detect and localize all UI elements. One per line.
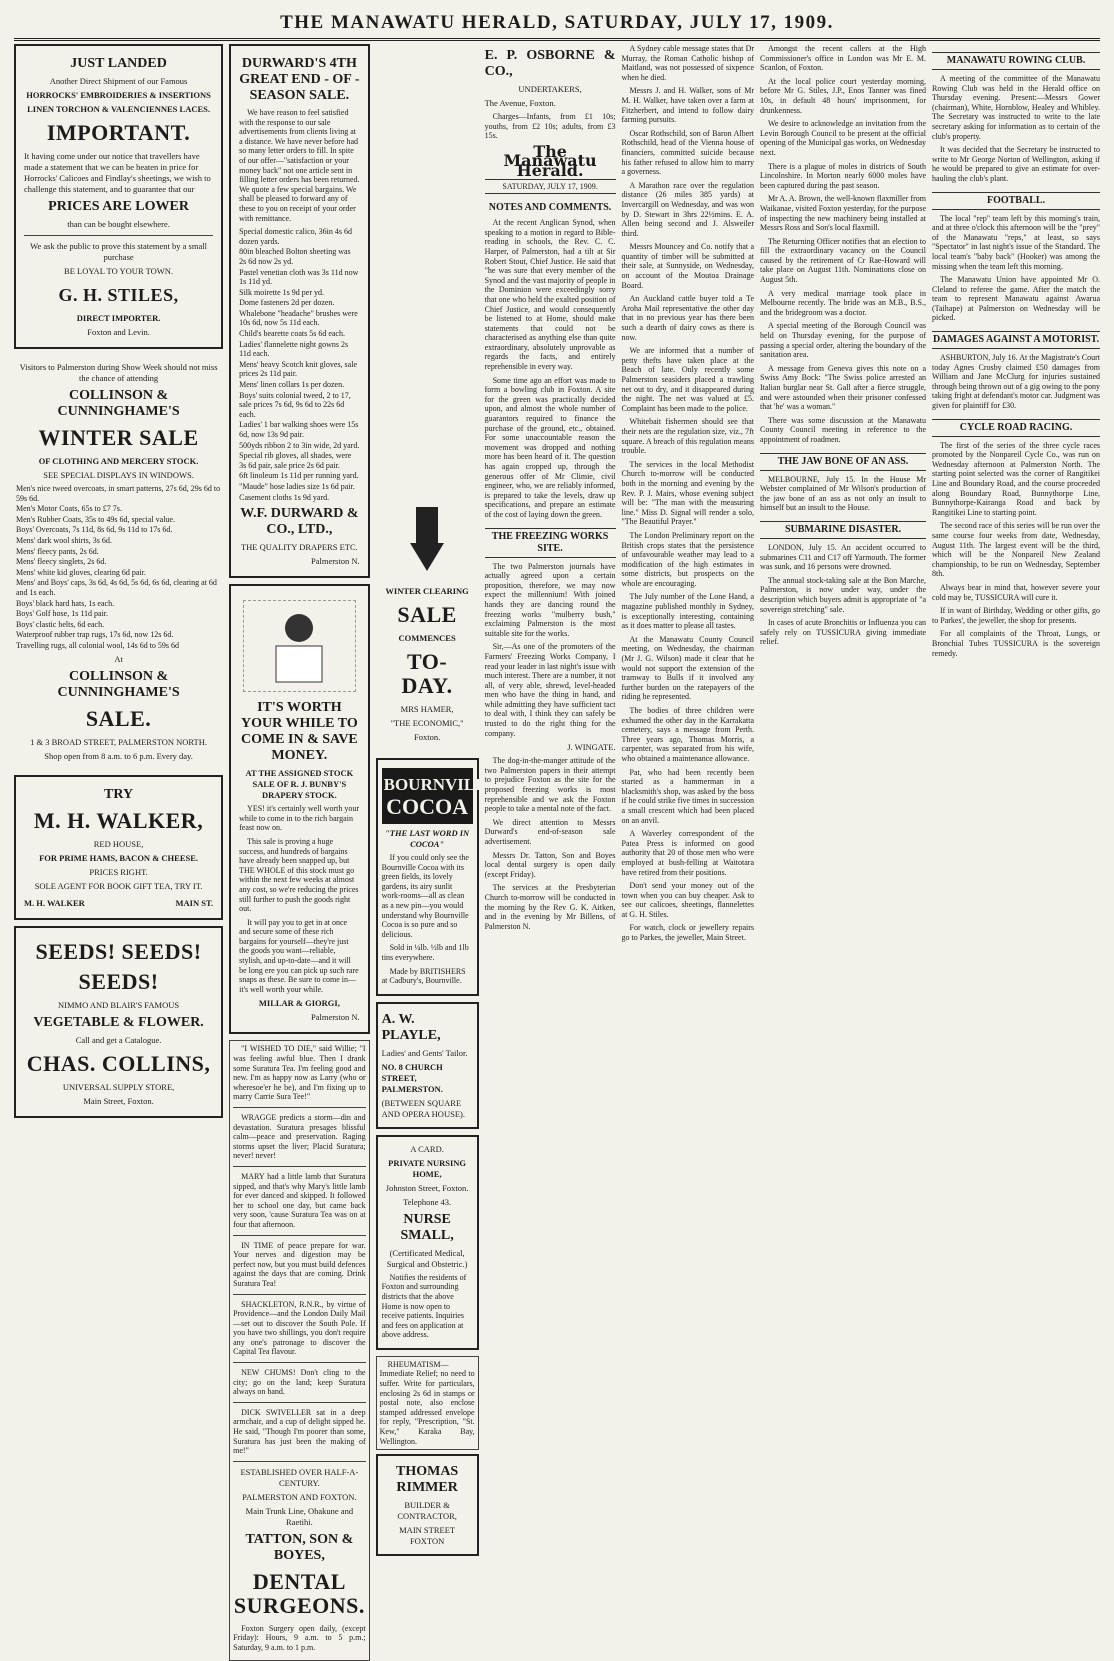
collinson-address: 1 & 3 BROAD STREET, PALMERSTON NORTH. <box>30 736 208 747</box>
rimmer-name: THOMAS RIMMER <box>395 1464 459 1496</box>
charges-text: Charges—Infants, from £1 10s; youths, from £2 10s; adults, from £3 15s. <box>484 112 616 141</box>
list-item: 80in bleached Bolton sheeting was 2s 6d now 2s yd. <box>239 247 351 266</box>
paragraph: We direct attention to Messrs Durward's end-of-season sale advertisement. <box>484 817 616 846</box>
stiles-ad <box>14 44 223 349</box>
paragraph: At the Manawatu County Council meeting, on Wednesday, the chairman (Mr J. G. Wilson) made it clear that he would not support the extension of the tramway to Bulls if it involved any further burden on the ratepayers of the riding he represented. <box>621 634 755 702</box>
paragraph: A Marathon race over the regulation distance (26 miles 385 yards) at Invercargill on Wednesday, and was won by D. Stewart in 3hrs 22½mins. E. A. Allen being second and J. Alsweiler third. <box>621 180 755 238</box>
displays-text: SEE SPECIAL DISPLAYS IN WINDOWS. <box>43 470 194 480</box>
paragraph: The Returning Officer notifies that an election to fill the extraordinary vacancy on the Council caused by the retirement of Cr Rae-Howard will take place on August 11th. Nominations close on August 5th. <box>760 236 927 285</box>
just-landed-heading: JUST LANDED <box>70 56 167 71</box>
paragraph: A special meeting of the Borough Council was held on Thursday evening, for the purpose of passing a special order, altering the boundary of the sanitation area. <box>760 321 927 360</box>
ask-text: We ask the public to prove this statement by a small purchase <box>30 241 207 262</box>
paragraph: A meeting of the committee of the Manawatu Rowing Club was held in the Herald office on Thursday evening. Present:—Messrs Gower (chairman), White, Hornblow, Healey and Whibley. The Secretary was instructed to write to the late secretary asking for information as to certain of the club's property. <box>932 74 1101 141</box>
dental-heading: DENTAL SURGEONS. <box>233 1568 365 1618</box>
stiles-places: Foxton and Levin. <box>87 327 150 337</box>
list-item: Ladies' 1 bar walking shoes were 15s 6d, now 13s 9d pair. <box>239 420 359 439</box>
notice: MARY had a little lamb that Suratura sipped, and that's why Mary's little lamb for ever danced and skipped. It followed her to school one day, but came back very soon, 'cause Suratura Tea was on at four that afternoon. <box>233 1171 366 1229</box>
paragraph: Mr A. A. Brown, the well-known flaxmiller from Waikanae, visited Foxton yesterday, for the purpose of inspecting the new machinery being installed at Messrs Ross and Son's local flaxmill. <box>760 194 927 233</box>
paragraph: Sir,—As one of the promoters of the Farmers' Freezing Works Company, I read your leader in last night's issue with much interest. There are a number, it not all, of very able, shrewd, level-headed men who have the thing in hand, and while admitting they have sufficient tact to deal with, I think they can safely be trusted to do the right thing for the company. <box>484 642 616 738</box>
hamer-ad <box>376 484 479 752</box>
paragraph: An Auckland cattle buyer told a Te Aroha Mail representative the other day that in no previous year has there been such a dearth of dairy cows as there is now. <box>621 294 755 342</box>
column-3 <box>376 44 498 1548</box>
collinson-items <box>16 484 221 651</box>
cert-text: (Certificated Medical, Surgical and Obstetric.) <box>386 1247 468 1269</box>
durward-firm: W.F. DURWARD & CO., LTD., <box>240 506 359 538</box>
newspaper-page <box>14 44 1101 1652</box>
paragraph: The dog-in-the-manger attitude of the two Palmerston papers in their attempt to prejudice Foxton as the site for the proposed freezing works is most reprehensible and we ask the Foxton people to take a mental note of the fact. <box>484 756 616 814</box>
seeds-heading-2: SEEDS! <box>78 968 159 994</box>
paragraph: If in want of Birthday, Wedding or other gifts, go to Parkes', the jeweller, the shop for presents. <box>932 606 1101 625</box>
agent-text: SOLE AGENT FOR BOOK GIFT TEA, TRY IT. <box>34 880 203 891</box>
issue-date: SATURDAY, JULY 17, 1909. <box>485 179 616 195</box>
paragraph: Don't send your money out of the town when you can buy cheaper. Ask to see our calicoes, sheetings, flannelettes at G. H. Stiles. <box>621 881 755 919</box>
rheumatism-notice: RHEUMATISM—Immediate Relief; no need to suffer. Write for particulars, enclosing 2s 6d in stamps or postal note, also enclose stamped addressed envelope for reply, "Prescription, "St. Kew," Karaka Bay, Wellington. <box>376 1356 479 1450</box>
assigned-text: AT THE ASSIGNED STOCK SALE OF R. J. BUNBY'S DRAPERY STOCK. <box>245 768 354 801</box>
list-item: Men's nice tweed overcoats, in smart patterns, 27s 6d, 29s 6d to 59s 6d. <box>16 484 221 503</box>
divider <box>24 235 213 236</box>
column-4 <box>485 44 616 1548</box>
list-item: Mens' fleecy pants, 2s 6d. <box>16 546 99 556</box>
worth-heading: IT'S WORTH YOUR WHILE TO COME IN & SAVE MONEY. <box>240 700 358 764</box>
sale-heading: SALE <box>397 602 457 627</box>
quality-text: THE QUALITY DRAPERS ETC. <box>240 542 358 553</box>
divider <box>233 1362 365 1363</box>
paragraph: At the local police court yesterday morning, before Mr G. Stiles, J.P., Enos Tanner was fined 10s, in default 48 hours' imprisonment, for drunkenness. <box>760 76 927 115</box>
notice: "I WISHED TO DIE," said Willie; "I was feeling awful blue. Then I drank some Suratura Tea. I'm feeling good and new. I'm as happy now as Larry (who or wheresoe'er he be), and I'm fixing up to marry Carrie Sura Tee!" <box>233 1044 366 1102</box>
paragraph: ASHBURTON, July 16. At the Magistrate's Court today Agnes Crosby claimed £50 damages from William and Jane McClurg for injuries sustained through being thrown out of a gig owing to the pony taking fright at defendant's motor car. Judgment was given for plaintiff for £30. <box>932 353 1101 411</box>
list-item: Boys' suits colonial tweed, 2 to 17, sale prices 7s 6d, 9s 6d to 22s 6d each. <box>239 390 351 419</box>
pay-text: It will pay you to get in at once and secure some of these rich bargains for yourself—they're just the goods you want—reliable, stylish, and up-to-date—and it will be long ere you can pick up such rare snaps as these. Be sure to come in—it's well worth your while. <box>239 917 359 994</box>
submarine-heading: SUBMARINE DISASTER. <box>760 521 926 539</box>
notice: IN TIME of peace prepare for war. Your nerves and digestion may be perfect now, but you must build defences against the days that are coming. Drink Suratura Tea! <box>233 1240 366 1288</box>
prices-heading: PRICES ARE LOWER <box>48 199 189 214</box>
divider <box>233 1107 365 1108</box>
paragraph: Always bear in mind that, however severe your cold may be, TUSSICURA will cure it. <box>932 582 1101 602</box>
paragraph: MELBOURNE, July 15. In the House Mr Webster complained of Mr Wilson's production of the jaw bone of an ass as not only an insult to himself but an insult to the House. <box>760 474 927 513</box>
durward-intro: We have reason to feel satisfied with the response to our sale advertisements from clients living at a distance. We have never before had so many letter orders to fill. In spite of our offer—"satisfaction or your money back" not one article sent in filling letter orders has been returned. We quote a few special bargains. We shall be pleased to forward any of these to you on receipt of your order with remittance. <box>239 108 360 223</box>
walker-name: M. H. WALKER, <box>33 807 204 833</box>
prices-sub: than can be bought elsewhere. <box>67 219 170 229</box>
column-5 <box>622 44 755 1548</box>
paragraph: Messrs Dr. Tatton, Son and Boyes local dental surgery is open daily (except Friday). <box>484 850 616 879</box>
clothing-text: OF CLOTHING AND MERCERY STOCK. <box>38 456 199 466</box>
yes-text: YES! it's certainly well worth your while to come in to the rich bargain feast now on. <box>239 804 359 833</box>
seeds-heading: SEEDS! SEEDS! <box>35 938 202 964</box>
tatton-name: TATTON, SON & BOYES, <box>245 1531 354 1563</box>
paragraph: We desire to acknowledge an invitation from the Levin Borough Council to be present at the official opening of the Municipal gas works, on Wednesday next. <box>760 119 927 157</box>
woman-illustration <box>243 600 355 692</box>
between-text: (BETWEEN SQUARE AND OPERA HOUSE). <box>381 1097 465 1119</box>
paragraph: Amongst the recent callers at the High Commissioner's office in London was Mr E. M. Scanlon, of Foxton. <box>760 44 927 73</box>
nursing-home-ad <box>376 1135 479 1350</box>
today-heading: TO-DAY. <box>401 649 453 698</box>
paragraph: The London Preliminary report on the British crops states that the persistence of unfavourable weather may lead to a modification of the high estimates in some districts, but prospects on the whole are encouraging. <box>621 530 755 588</box>
paragraph: There is a plague of moles in districts of South Lincolnshire. In Morton nearly 6000 moles have been captured during the past season. <box>760 161 927 190</box>
divider <box>233 1166 365 1167</box>
divider <box>233 1461 365 1462</box>
paragraph: A message from Geneva gives this note on a Swiss Amy Bock: "The Swiss police arrested an Italian burglar near St. Gall after a fierce struggle, and were astounded when their prisoner confessed that 'he' was a woman." <box>760 363 927 412</box>
paragraph: The services in the local Methodist Church to-morrow will be conducted both in the morning and evening by the Rev. P. J. Mairs, whose evening subject will be: "The man with the measuring line." Miss D. Signal will render a solo, "The Beautiful Prayer." <box>621 459 755 527</box>
newspaper-flag: The Manawatu Herald. <box>503 141 597 180</box>
list-item: Mens' linen collars 1s per dozen. <box>239 380 345 390</box>
tailor-text: Ladies' and Gents' Tailor. <box>381 1047 468 1058</box>
list-item: Men's Rubber Coats, 35s to 49s 6d, special value. <box>16 514 175 524</box>
bournville-ad <box>376 758 498 996</box>
collinson-name-2: COLLINSON & CUNNINGHAME'S <box>57 668 180 700</box>
list-item: Silk moirette 1s 9d per yd. <box>239 287 325 297</box>
notifies-text: Notifies the residents of Foxton and surrounding districts that the above Home is now open to receive patients. Inquiries and fees on application at above address. <box>381 1272 467 1340</box>
list-item: 500yds ribbon 2 to 3in wide, 2d yard. <box>239 440 360 450</box>
paragraph: For all complaints of the Throat, Lungs, or Bronchial Tubes TUSSICURA is the sovereign remedy. <box>932 629 1101 658</box>
collinson-hours: Shop open from 8 a.m. to 6 p.m. Every day. <box>44 750 193 761</box>
list-item: Pastel venetian cloth was 3s 11d now 1s 11d yd. <box>239 267 359 287</box>
durward-ad <box>229 44 369 578</box>
paragraph: Some time ago an effort was made to form a bowling club in Foxton. A site for the green was practically decided upon, and almost the whole number of guarantors required to finance the purchase of the ground, etc., obtained. For some unaccountable reason the movement was dropped and nothing more has been heard of it. The question has again cropped up, through the generous offer of Mr Climie, civil engineer, who, we are reliably informed, is prepared to take the levels, draw up specifications, and prepare an estimate of the cost of laying down the green. <box>484 375 616 519</box>
walker-name-2: M. H. WALKER <box>24 897 85 908</box>
column-7 <box>932 44 1100 1548</box>
rimmer-address: MAIN STREET FOXTON <box>399 1525 456 1547</box>
main-st: MAIN ST. <box>175 897 214 908</box>
cocoa-word: COCOA <box>386 794 469 819</box>
sold-text: Sold in ¼lb. ½lb and 1lb tins everywhere. <box>381 943 469 962</box>
rimmer-ad <box>376 1454 479 1556</box>
home-name: PRIVATE NURSING HOME, <box>388 1157 467 1179</box>
branches-text: PALMERSTON AND FOXTON. <box>242 1491 357 1502</box>
loyal-text: BE LOYAL TO YOUR TOWN. <box>64 266 174 276</box>
sale-heading: SALE. <box>85 705 152 731</box>
notes-heading: NOTES AND COMMENTS. <box>488 202 612 214</box>
walker-ad <box>14 775 223 920</box>
cycle-heading: CYCLE ROAD RACING. <box>932 419 1100 437</box>
list-item: Boys' black hard hats, 1s each. <box>16 598 115 608</box>
church-address: NO. 8 CHURCH STREET, PALMERSTON. <box>381 1061 443 1094</box>
nurse-name: NURSE SMALL, <box>400 1211 454 1243</box>
paragraph: The services at the Presbyterian Church to-morrow will be conducted in the morning by the Rev G. K. Aitken, and in the evening by Mr Billens, of Palmerston N. <box>484 883 616 931</box>
last-word-text: "THE LAST WORD IN COCOA" <box>385 828 470 849</box>
red-house: RED HOUSE, <box>93 838 144 849</box>
surgery-hours: Foxton Surgery open daily, (except Friday): Hours, 9 a.m. to 5 p.m.; Saturday, 9 a.m. to 1 p.m. <box>233 1623 366 1652</box>
playle-name: A. W. PLAYLE, <box>381 1011 441 1043</box>
durward-place: Palmerston N. <box>310 556 360 567</box>
established-text: ESTABLISHED OVER HALF-A-CENTURY. <box>240 1466 359 1488</box>
list-item: Boys' clastic belts, 6d each. <box>16 619 105 629</box>
builder-text: BUILDER & CONTRACTOR, <box>397 1500 457 1522</box>
paragraph: The July number of the Lone Hand, a magazine published monthly in Sydney, is exceptionally interesting, containing as it does matter to please all tastes. <box>621 592 755 631</box>
hand-illustration <box>388 498 467 578</box>
important-text: It having come under our notice that travellers have made a statement that we can be beaten in price for Horrocks' Calicoes and Findlay's sheetings, we wish to challenge this statement, and to guarantee that our <box>24 151 211 194</box>
veg-heading: VEGETABLE & FLOWER. <box>33 1014 204 1030</box>
undertakers-text: UNDERTAKERS, <box>518 84 582 94</box>
playle-ad <box>376 1002 479 1129</box>
list-item: Special rib gloves, all shades, were 3s 6d pair, sale price 2s 6d pair. <box>239 451 352 470</box>
list-item: Mens' dark wool shirts, 3s 6d. <box>16 535 112 545</box>
list-item: Special domestic calico, 36in 4s 6d dozen yards. <box>239 227 352 246</box>
divider <box>233 1402 365 1403</box>
paragraph: The local "rep" team left by this morning's train, and at three o'clock this afternoon will be the "prey" of the Manawatu "reps," at least, so says "Spectator" in last night's issue of the Standard. The local team's "baby back" (Hooker) was among the missing when the team left this morning. <box>932 213 1101 271</box>
catalogue-text: Call and get a Catalogue. <box>75 1034 162 1045</box>
winter-sale-heading: WINTER SALE <box>38 425 199 450</box>
bournville-logo <box>382 768 498 824</box>
economic-text: "THE ECONOMIC," <box>390 718 464 728</box>
list-item: Ladies' flannelette night gowns 2s 11d each. <box>239 339 349 359</box>
millar-ad <box>229 584 369 1034</box>
horrocks-line: HORROCKS' EMBROIDERIES & INSERTIONS <box>26 90 211 100</box>
list-item: Men's Motor Coats, 65s to £7 7s. <box>16 504 122 514</box>
list-item: 6ft linoleum 1s 11d per running yard. <box>239 471 359 481</box>
list-item: Mens' white kid gloves, clearing 6d pair. <box>16 567 146 577</box>
walker-footer <box>24 895 213 912</box>
notice: DICK SWIVELLER sat in a deep armchair, and a cup of delight sipped he. He said, "Though I'm poorer than some, Suratura has just been the making of me!" <box>233 1407 366 1456</box>
column-6 <box>760 44 926 1548</box>
home-address: Johnston Street, Foxton. <box>385 1182 469 1193</box>
durward-heading: DURWARD'S 4TH GREAT END - OF - SEASON SALE. <box>239 56 360 103</box>
paragraph: A Waverley correspondent of the Patea Press is informed on good authority that 20 of those men who were employed at bush-felling at Waitotara have retired from their positions. <box>621 829 755 877</box>
column-2 <box>229 44 369 1652</box>
home-telephone: Telephone 43. <box>403 1196 452 1207</box>
nimmo-text: NIMMO AND BLAIR'S FAMOUS <box>58 999 180 1010</box>
osborne-address: The Avenue, Foxton. <box>484 98 556 108</box>
at-text: At <box>114 653 123 664</box>
paragraph: A Sydney cable message states that Dr Murray, the Roman Catholic bishop of Maitland, was not possessed of sixpence when he died. <box>621 44 755 82</box>
prices-right: PRICES RIGHT. <box>89 866 148 877</box>
osborne-name: E. P. OSBORNE & CO., <box>484 48 616 79</box>
collinson-name: COLLINSON & CUNNINGHAME'S <box>57 388 180 419</box>
bournville-word: BOURNVILLE <box>383 775 498 794</box>
visitors-text: Visitors to Palmerston during Show Week should not miss the chance of attending <box>19 362 218 383</box>
list-item: Casement cloths 1s 9d yard. <box>239 492 330 502</box>
collins-ad <box>14 926 223 1118</box>
paragraph: The Manawatu Union have appointed Mr O. Cleland to referee the game. After the match the team to represent Manawatu against Awarua (Taihape) at Palmerston on Wednesday will be picked. <box>932 275 1101 323</box>
landed-sub: Another Direct Shipment of our Famous <box>49 76 188 86</box>
hamer-place: Foxton. <box>414 732 441 742</box>
rowing-heading: MANAWATU ROWING CLUB. <box>932 52 1100 70</box>
list-item: Mens' and Boys' caps, 3s 6d, 4s 6d, 5s 6d, 6s 6d, clearing at 6d and 1s each. <box>16 578 217 597</box>
commences-text: COMMENCES <box>398 633 456 643</box>
paragraph: The second race of this series will be run over the same course four weeks from date, Wednesday, August 11th. The largest event will be the third, which will be the Nonpareil New Zealand championship, to be run on Wednesday, September 8th. <box>932 521 1101 579</box>
paragraph: A very medical marriage took place in Melbourne recently. The bride was an M.B., B.S., and the bridegroom was a doctor. <box>760 288 927 317</box>
paragraph: Whitebait fishermen should see that their nets are the regulation size, viz., 7ft square. A breach of this regulation means trouble. <box>621 417 755 456</box>
collins-name: CHAS. COLLINS, <box>26 1050 211 1076</box>
jaw-bone-heading: THE JAW BONE OF AN ASS. <box>760 453 926 471</box>
paragraph: Messrs J. and H. Walker, sons of Mr M. H. Walker, have taken over a farm at Fitzherbert, and intend to follow dairy farming pursuits. <box>621 86 755 125</box>
divider <box>233 1235 365 1236</box>
divider <box>233 1294 365 1295</box>
list-item: Dome fasteners 2d per dozen. <box>239 298 335 308</box>
stiles-name: G. H. STILES, <box>58 285 179 305</box>
made-text: Made by BRITISHERS at Cadbury's, Bournville. <box>381 966 466 986</box>
paragraph: In cases of acute Bronchitis or Influenza you can safely rely on TUSSICURA giving immediate relief. <box>760 618 927 647</box>
list-item: Travelling rugs, all colonial wool, 14s 6d to 59s 6d <box>16 640 180 650</box>
column-1 <box>14 44 223 1548</box>
freezing-works-heading: THE FREEZING WORKS SITE. <box>485 528 616 558</box>
paragraph: The annual stock-taking sale at the Bon Marche, Palmerston, is now under way, under the description which buyers admit is appropriate of "a sovereign stretching" sale. <box>760 575 927 614</box>
branches-text-2: Main Trunk Line, Ohakune and Raetihi. <box>245 1505 354 1527</box>
notice: NEW CHUMS! Don't cling to the city; go on the land; keep Suratura always on hand. <box>233 1368 366 1397</box>
list-item: Mens' fleecy singlets, 2s 6d. <box>16 557 107 567</box>
list-item: Boys' Golf hose, 1s 11d pair. <box>16 609 109 619</box>
wingate-signature: J. WINGATE. <box>567 742 616 753</box>
hamer-name: MRS HAMER, <box>400 704 454 714</box>
paragraph: Messrs Mouncey and Co. notify that a quantity of timber will be submitted at their sale, at Sunnyside, on Wednesday, on account of the Moutoa Drainage Board. <box>621 242 755 290</box>
cocoa-text: If you could only see the Bournville Cocoa with its green fields, its lovely gardens, its airy sunlit work-rooms—all as clean as a new pin—you would understand why Bournville Cocoa is so pure and so delicious. <box>381 853 469 939</box>
list-item: "Maude" hose ladies size 1s 6d pair. <box>239 481 355 491</box>
millar-sale-text: This sale is proving a huge success, and hundreds of bargains have already been snapped up, but THE WHOLE of this stock must go within the next few weeks at almost any cost, so we're reducing the prices still further to push the goods right out. <box>239 836 359 914</box>
suratura-notices <box>229 1040 369 1660</box>
paragraph: The two Palmerston journals have actually agreed upon a certain proposition, therefore, we may now expect the millennium! With joined hands they are dancing round the freezing works "mulberry bush," exclaiming Palmerston is the most suitable site for the works. <box>484 561 616 638</box>
list-item: Waterproof rubber trap rugs, 17s 6d, now 12s 6d. <box>16 630 174 640</box>
notice: SHACKLETON, R.N.R., by virtue of Providence—and the London Daily Mail—set out to discover the South Pole. If you have two shillings, you don't require any one's patronage to discover the Capital Tea flavour. <box>233 1299 366 1357</box>
paragraph: LONDON, July 15. An accident occurred to submarines C11 and C17 off Yarmouth. The former was sunk, and 16 persons were drowned. <box>760 542 927 572</box>
column-3-top-space <box>376 44 479 484</box>
millar-place: Palmerston N. <box>310 1012 360 1023</box>
paragraph: Pat, who had been recently been started as a hammerman in a blacksmith's shop, was asked by the boss if he could strike five times in succession a small crescent which had been placed on an anvil. <box>621 767 755 825</box>
paragraph: We are informed that a number of petty thefts have taken place at the Beach of late. Only recently some Palmerston seasiders placed a trawling net out to dry, and it disappeared during the night. The net was valued at £5. Complaint has been made to the police. <box>621 346 755 413</box>
list-item: Whalebone "headache" brushes were 10s 6d, now 5s 11d each. <box>239 308 358 328</box>
durward-items <box>239 227 359 502</box>
winter-clearing: WINTER CLEARING <box>385 586 469 596</box>
paragraph: The first of the series of the three cycle races promoted by the Nonpareil Cycle Co., was run on Wednesday afternoon at Palmerston North. The starting point selected was the corner of Rangitikei Line and Boundary Road, and the course proceeded along Boundary Road, Bunnythorpe Line, Bunnythorpe-Kairanga Road and back by Rangitikei Line to starting point. <box>932 440 1101 517</box>
paragraph: The bodies of three children were exhumed the other day in the Karrakatta cemetery, says a message from Perth. Three years ago, Thomas Morris, a carpenter, was separated from his wife, who obtained a maintenance allowance. <box>621 706 755 763</box>
list-item: Child's bearette coats 5s 6d each. <box>239 329 345 339</box>
importer-text: DIRECT IMPORTER. <box>76 313 161 323</box>
paragraph: There was some discussion at the Manawatu County Council meeting in reference to the appointment of roadmen. <box>760 415 927 444</box>
damages-heading: DAMAGES AGAINST A MOTORIST. <box>932 331 1100 349</box>
prime-text: FOR PRIME HAMS, BACON & CHEESE. <box>39 852 199 863</box>
notice: WRAGGE predicts a storm—din and devastation. Suratura presages blissful calm—peace and preservation. Raging storms upset the liver; Placid Suratura; never! never! <box>233 1113 366 1161</box>
millar-name: MILLAR & GIORGI, <box>258 998 340 1009</box>
masthead: THE MANAWATU HERALD, SATURDAY, JULY 17, 1909. <box>14 8 1100 41</box>
list-item: Mens' heavy Scotch knit gloves, sale prices 2s 11d pair. <box>239 359 357 379</box>
column-6-7 <box>760 44 1100 1548</box>
collinson-ad <box>14 355 223 769</box>
paragraph: Oscar Rothschild, son of Baron Albert Rothschild, head of the Vienna house of financiers, committed suicide because his father refused to allow him to marry a governess. <box>621 128 755 177</box>
list-item: Boys' Overcoats, 7s 11d, 8s 6d, 9s 11d to 17s 6d. <box>16 525 173 535</box>
woman-icon <box>264 606 334 686</box>
linen-line: LINEN TORCHON & VALENCIENNES LACES. <box>27 104 210 114</box>
paragraph: For watch, clock or jewellery repairs go to Parkes, the jeweller, Main Street. <box>621 923 755 943</box>
paragraph: At the recent Anglican Synod, when speaking to a motion in regard to Bible-reading in schools, the Rev. C. C. Harper, of Palmerston, had a tilt at Sir Robert Stout, Chief Justice. He said that "he was sure that every member of the Synod and the vast majority of people in the Dominion were exceedingly sorry that one who held the exalted position of Chief Justice, and would consequently be listened to at Home, should make statements that could not be characterised as anything else than quite extraordinary, absolutely unprovable as regards the facts, and entirely reprehensible in every way. <box>484 218 616 372</box>
store-address: Main Street, Foxton. <box>83 1095 154 1106</box>
card-text: A CARD. <box>410 1143 444 1154</box>
important-heading: IMPORTANT. <box>46 120 191 145</box>
football-heading: FOOTBALL. <box>932 192 1100 210</box>
paragraph: It was decided that the Secretary be instructed to write to Mr George Norton of Wellington, asking if he would be prepared to give an estimate for over-hauling the club's plant. <box>932 145 1101 183</box>
pointing-hand-icon <box>402 503 452 573</box>
try-text: TRY <box>104 786 134 802</box>
store-text: UNIVERSAL SUPPLY STORE, <box>62 1081 175 1092</box>
